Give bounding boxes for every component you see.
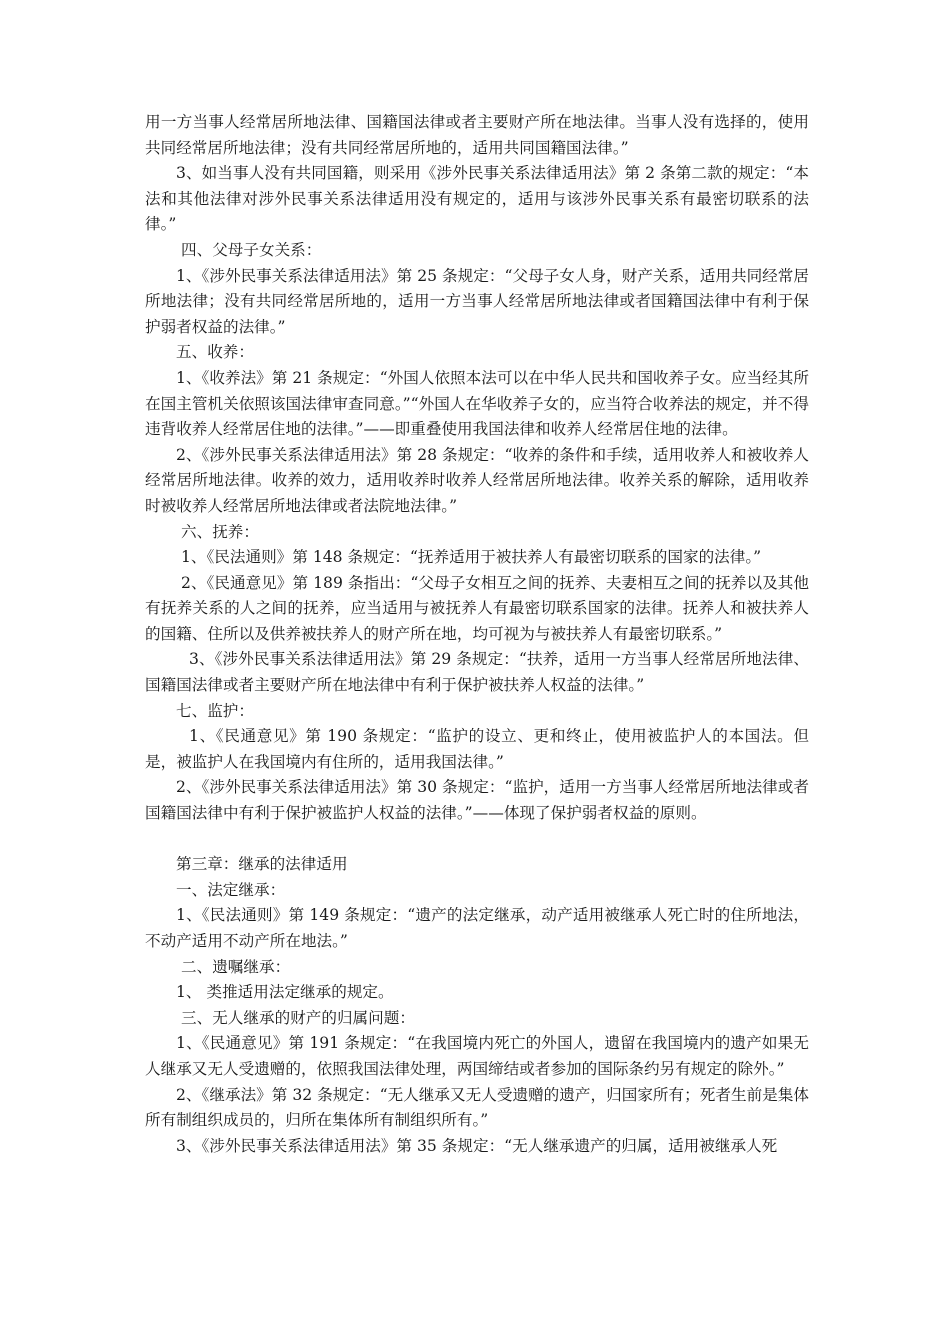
paragraph: 一、法定继承：: [176, 880, 286, 899]
paragraph: 2、《涉外民事关系法律适用法》第 30 条规定：“监护，适用一方当事人经常居所地法律或者国籍国法律中有利于保护被监护人权益的法律。”——体现了保护弱者权益的原则。: [145, 778, 809, 823]
paragraph: 四、父母子女关系：: [181, 240, 322, 259]
paragraph: 七、监护：: [176, 701, 254, 720]
paragraph: 用一方当事人经常居所地法律、国籍国法律或者主要财产所在地法律。当事人没有选择的，使用共同经常居所地法律；没有共同经常居所地的，适用共同国籍国法律。”: [145, 113, 809, 157]
paragraph: 六、抚养：: [181, 522, 259, 541]
document-body: [145, 110, 809, 1159]
paragraph: 1、《民法通则》第 149 条规定：“遗产的法定继承，动产适用被继承人死亡时的住所地法，不动产适用不动产所在地法。”: [145, 906, 809, 950]
paragraph: 3、《涉外民事关系法律适用法》第 29 条规定：“扶养，适用一方当事人经常居所地法律、国籍国法律或者主要财产所在地法律中有利于保护被扶养人权益的法律。”: [145, 650, 809, 695]
paragraph: 1、《涉外民事关系法律适用法》第 25 条规定：“父母子女人身，财产关系，适用共同经常居所地法律；没有共同经常居所地的，适用一方当事人经常居所地法律或者国籍国法律中有利于保护弱者权益的法律。”: [145, 266, 809, 336]
paragraph: 3、《涉外民事关系法律适用法》第 35 条规定：“无人继承遗产的归属，适用被继承人死: [176, 1136, 778, 1155]
paragraph: 1、《收养法》第 21 条规定：“外国人依照本法可以在中华人民共和国收养子女。应当经其所在国主管机关依照该国法律审查同意。”“外国人在华收养子女的，应当符合收养法的规定，并不得违背收养人经常居住地的法律。”——即重叠使用我国法律和收养人经常居住地的法律。: [145, 368, 809, 439]
paragraph: 1、《民通意见》第 191 条规定：“在我国境内死亡的外国人，遗留在我国境内的遗产如果无人继承又无人受遗赠的，依照我国法律处理，两国缔结或者参加的国际条约另有规定的除外。”: [145, 1034, 809, 1078]
paragraph: 2、《继承法》第 32 条规定：“无人继承又无人受遗赠的遗产，归国家所有；死者生前是集体所有制组织成员的，归所在集体所有制组织所有。”: [145, 1085, 809, 1130]
paragraph: 2、《涉外民事关系法律适用法》第 28 条规定：“收养的条件和手续，适用收养人和被收养人经常居所地法律。收养的效力，适用收养时收养人经常居所地法律。收养关系的解除，适用收养时被收养人经常居所地法律或者法院地法律。”: [145, 445, 809, 515]
paragraph: 1、《民通意见》第 190 条规定：“监护的设立、更和终止，使用被监护人的本国法。但是，被监护人在我国境内有住所的，适用我国法律。”: [145, 727, 809, 771]
paragraph-spacer: [145, 827, 809, 853]
paragraph: 三、无人继承的财产的归属问题：: [181, 1008, 415, 1027]
paragraph: 第三章：继承的法律适用: [176, 855, 348, 874]
paragraph: 3、如当事人没有共同国籍，则采用《涉外民事关系法律适用法》第 2 条第二款的规定：“本法和其他法律对涉外民事关系法律适用没有规定的，适用与该涉外民事关系有最密切联系的法律。”: [145, 164, 809, 234]
paragraph: 二、遗嘱继承：: [181, 957, 291, 976]
paragraph: 五、收养：: [176, 343, 254, 362]
paragraph: 2、《民通意见》第 189 条指出：“父母子女相互之间的抚养、夫妻相互之间的抚养以及其他有抚养关系的人之间的抚养，应当适用与被抚养人有最密切联系国家的法律。抚养人和被扶养人的国籍、住所以及供养被扶养人的财产所在地，均可视为与被扶养人有最密切联系。”: [145, 573, 809, 643]
paragraph: 1、 类推适用法定继承的规定。: [176, 983, 394, 1002]
paragraph: 1、《民法通则》第 148 条规定：“抚养适用于被扶养人有最密切联系的国家的法律。”: [181, 548, 762, 567]
